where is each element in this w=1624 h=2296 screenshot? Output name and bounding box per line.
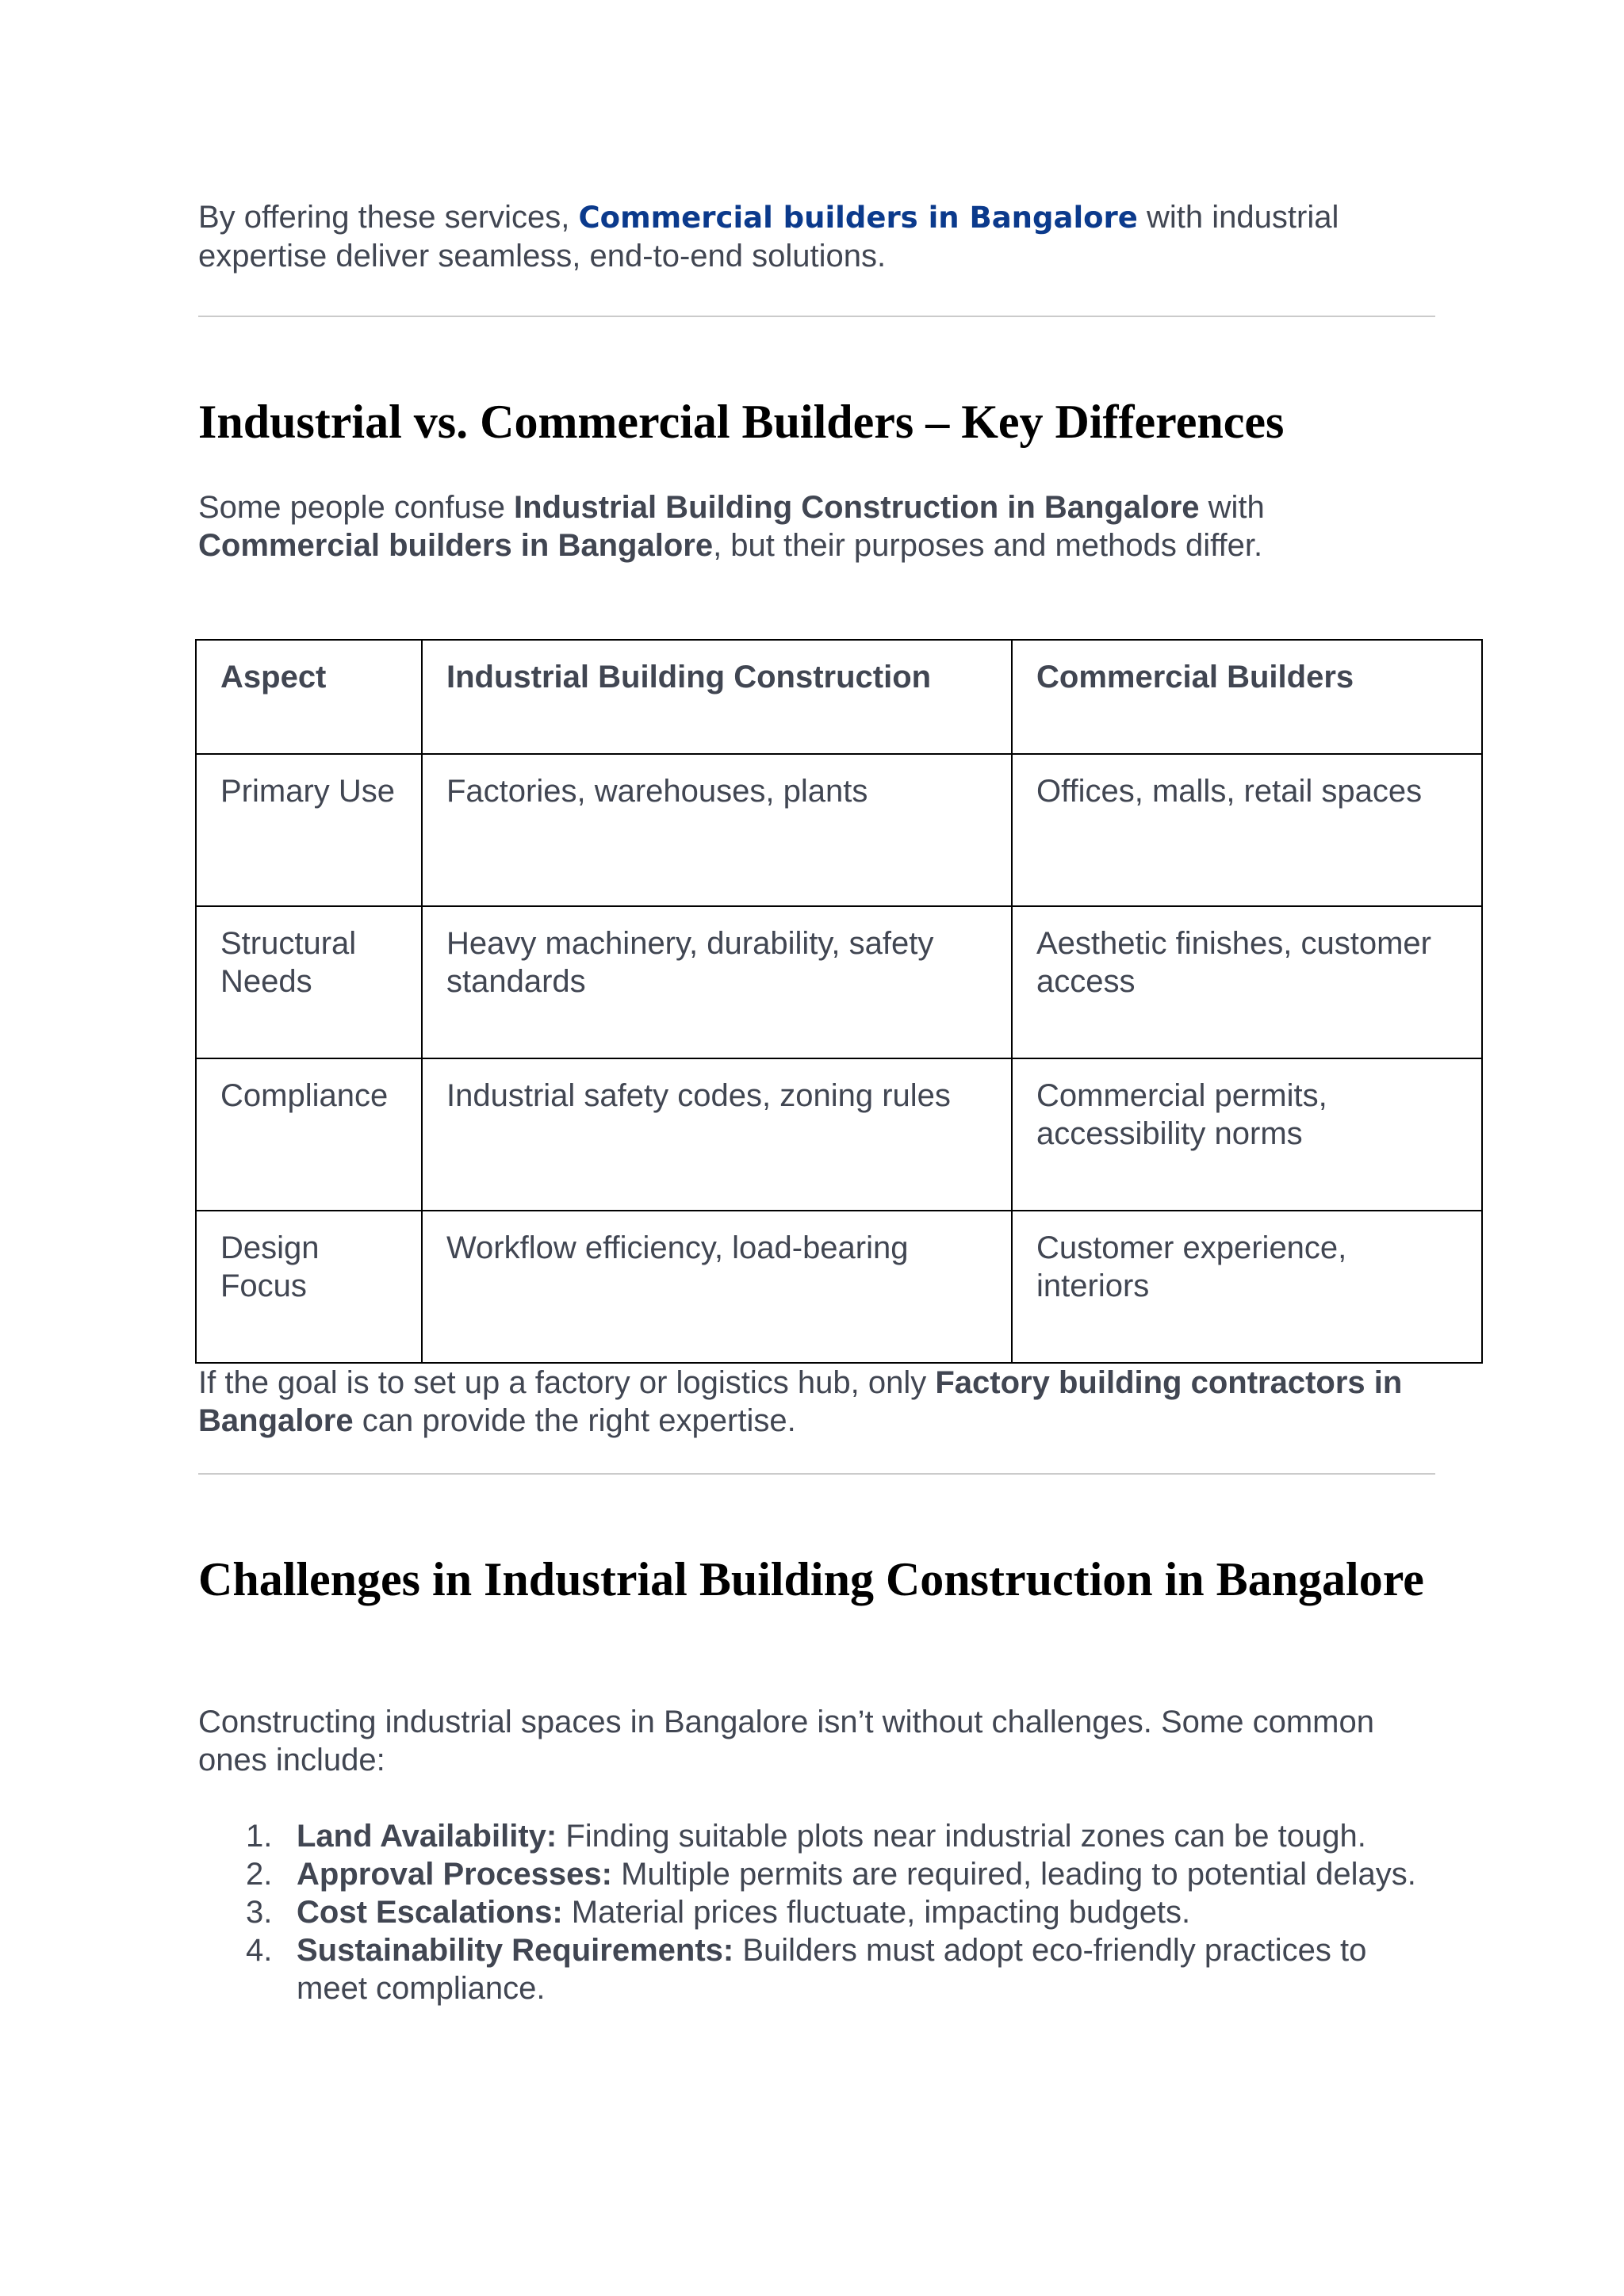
commercial-builders-link[interactable]: Commercial builders in Bangalore (578, 201, 1138, 235)
list-item (198, 1855, 1435, 1893)
table-cell: Aesthetic finishes, customer access (1012, 906, 1482, 1058)
comparison-table (195, 639, 1483, 1364)
table-row (196, 906, 1482, 1058)
para-bold-2: Commercial builders in Bangalore (198, 528, 714, 563)
table-header-cell: Commercial Builders (1012, 640, 1482, 754)
list-item-text: Builders must adopt eco-friendly practices to meet compliance. (297, 1933, 1367, 2006)
table-cell: Compliance (196, 1058, 422, 1211)
table-cell: Industrial safety codes, zoning rules (422, 1058, 1012, 1211)
para-text-1: Some people confuse (198, 490, 515, 525)
table-cell: Offices, malls, retail spaces (1012, 754, 1482, 906)
list-item (198, 1817, 1435, 1855)
after-text-1: If the goal is to set up a factory or logistics hub, only (198, 1365, 936, 1400)
table-cell: Commercial permits, accessibility norms (1012, 1058, 1482, 1211)
table-cell: Factories, warehouses, plants (422, 754, 1012, 906)
para-text-3: , but their purposes and methods differ. (713, 528, 1263, 563)
para-text-2: with (1199, 490, 1265, 525)
table-row (196, 1058, 1482, 1211)
section-heading-differences: Industrial vs. Commercial Builders – Key Differences (198, 396, 1285, 448)
section-divider (198, 316, 1435, 317)
section-heading-challenges: Challenges in Industrial Building Construction in Bangalore (198, 1553, 1424, 1605)
table-cell: Structural Needs (196, 906, 422, 1058)
list-item-label: Approval Processes: (297, 1857, 612, 1892)
table-header-cell: Industrial Building Construction (422, 640, 1012, 754)
list-item-text: Multiple permits are required, leading to potential delays. (611, 1857, 1416, 1892)
intro-paragraph (198, 198, 1435, 275)
list-item-number: 2. (246, 1857, 273, 1892)
after-bold-1: Factory building contractors in Bangalore (198, 1365, 1403, 1438)
table-row (196, 1211, 1482, 1363)
section-divider (198, 1473, 1435, 1475)
table-cell: Design Focus (196, 1211, 422, 1363)
list-item (198, 1893, 1435, 1931)
after-text-2: can provide the right expertise. (353, 1403, 796, 1438)
list-item-label: Land Availability: (297, 1819, 557, 1854)
intro-text-pre: By offering these services, (198, 200, 579, 235)
list-item-number: 4. (246, 1933, 273, 1968)
table-cell: Customer experience, interiors (1012, 1211, 1482, 1363)
challenges-intro-paragraph: Constructing industrial spaces in Bangalore isn’t without challenges. Some common ones include: (198, 1705, 1374, 1777)
table-cell: Workflow efficiency, load-bearing (422, 1211, 1012, 1363)
list-item-text: Finding suitable plots near industrial zones can be tough. (557, 1819, 1366, 1854)
list-item-label: Sustainability Requirements: (297, 1933, 734, 1968)
list-item-number: 1. (246, 1819, 273, 1854)
list-item (198, 1931, 1435, 2007)
para-bold-1: Industrial Building Construction in Bangalore (514, 490, 1200, 525)
table-cell: Primary Use (196, 754, 422, 906)
list-item-text: Material prices fluctuate, impacting budgets. (562, 1895, 1191, 1930)
list-item-label: Cost Escalations: (297, 1895, 563, 1930)
intro-text-post: with industrial expertise deliver seamless, end-to-end solutions. (198, 200, 1339, 274)
table-row (196, 754, 1482, 906)
table-header-row (196, 640, 1482, 754)
differences-intro-paragraph (198, 488, 1435, 564)
challenges-list (198, 1817, 1435, 2007)
after-table-paragraph (198, 1364, 1435, 1440)
table-header-cell: Aspect (196, 640, 422, 754)
list-item-number: 3. (246, 1895, 273, 1930)
table-cell: Heavy machinery, durability, safety standards (422, 906, 1012, 1058)
